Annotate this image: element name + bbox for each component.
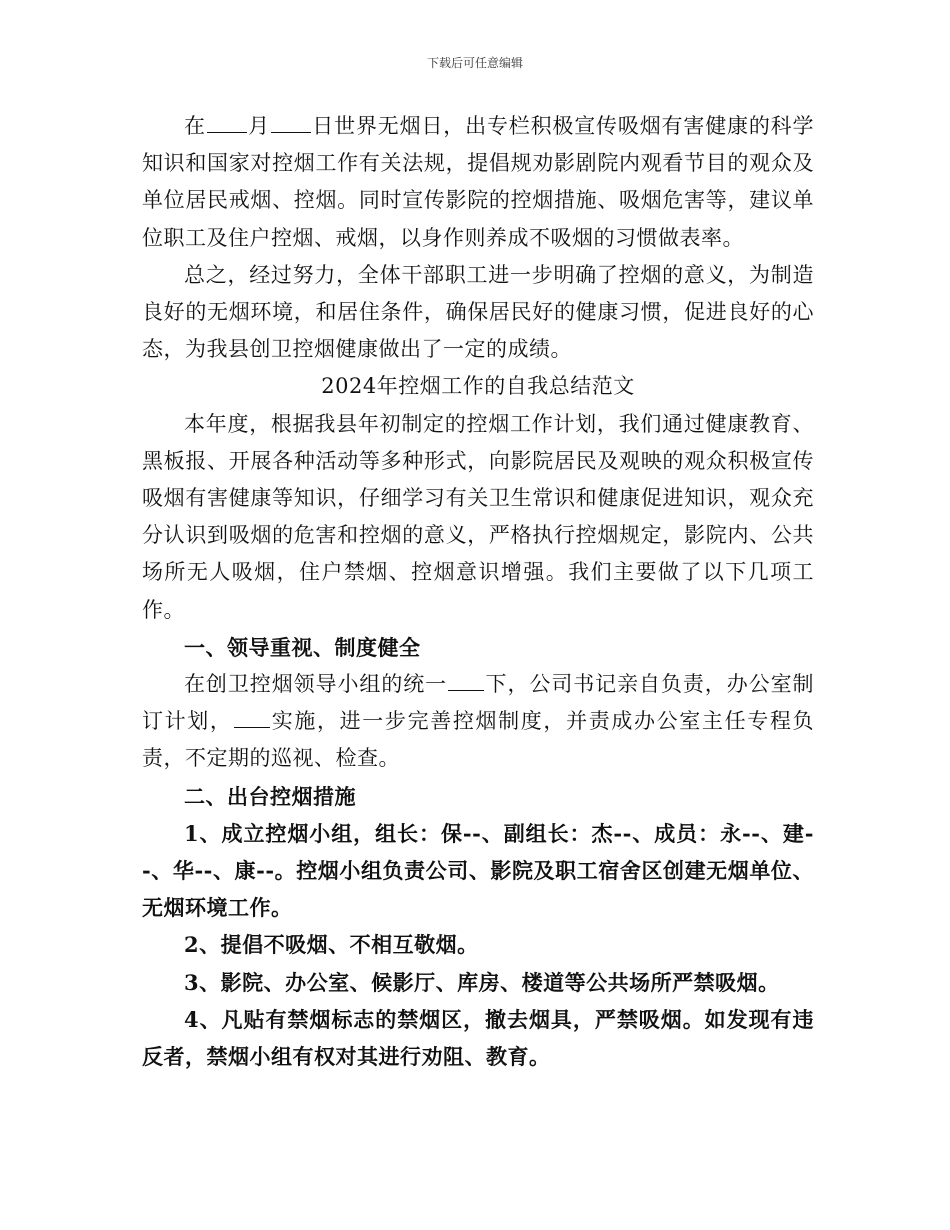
- day-blank: [271, 114, 311, 133]
- month-blank: [207, 114, 247, 133]
- leadership-blank: [448, 672, 484, 691]
- section-1-text-c: 实施，进一步完善控烟制度，并责成办公室主任专程负责，不定期的巡视、检查。: [142, 709, 815, 771]
- intro-paragraph-1: [142, 108, 814, 257]
- list-item-4: 4、凡贴有禁烟标志的禁烟区，撤去烟具，严禁吸烟。如发现有违反者，禁烟小组有权对其进行劝阻、教育。: [142, 1006, 814, 1070]
- intro-text-before-month: 在: [184, 114, 206, 138]
- list-item-2: 2、提倡不吸烟、不相互敬烟。: [184, 932, 479, 958]
- section-1-paragraph: [142, 666, 814, 778]
- section-1-text-b: 下，公司书记亲自负责，办公室制订计划，: [142, 672, 815, 734]
- list-item-1: 1、成立控烟小组，组长：保--、副组长：杰--、成员：永--、建--、华--、康--。控烟小组负责公司、影院及职工宿舍区创建无烟单位、无烟环境工作。: [142, 820, 814, 921]
- header-note: 下载后可任意编辑: [426, 56, 523, 70]
- implementation-blank: [234, 709, 270, 728]
- document-body: [142, 108, 814, 1075]
- intro-month-label: 月: [247, 114, 270, 138]
- article-paragraph-1: 本年度，根据我县年初制定的控烟工作计划，我们通过健康教育、黑板报、开展各种活动等多种形式，向影院居民及观映的观众积极宣传吸烟有害健康等知识，仔细学习有关卫生常识和健康促进知识，观众充分认识到吸烟的危害和控烟的意义，严格执行控烟规定，影院内、公共场所无人吸烟，住户禁烟、控烟意识增强。我们主要做了以下几项工作。: [142, 411, 814, 622]
- list-item-3: 3、影院、办公室、候影厅、库房、楼道等公共场所严禁吸烟。: [184, 969, 780, 995]
- section-1-heading: 一、领导重视、制度健全: [184, 634, 421, 660]
- intro-paragraph-2: 总之，经过努力，全体干部职工进一步明确了控烟的意义，为制造良好的无烟环境，和居住条件，确保居民好的健康习惯，促进良好的心态，为我县创卫控烟健康做出了一定的成绩。: [142, 262, 814, 362]
- article-title: 2024年控烟工作的自我总结范文: [321, 374, 635, 399]
- section-2-heading: 二、出台控烟措施: [184, 783, 356, 809]
- intro-text-after-day: 日世界无烟日，出专栏积极宣传吸烟有害健康的科学知识和国家对控烟工作有关法规，提倡规劝影剧院内观看节目的观众及单位居民戒烟、控烟。同时宣传影院的控烟措施、吸烟危害等，建议单位职工及住户控烟、戒烟，以身作则养成不吸烟的习惯做表率。: [142, 114, 815, 250]
- section-1-text-a: 在创卫控烟领导小组的统一: [184, 672, 448, 697]
